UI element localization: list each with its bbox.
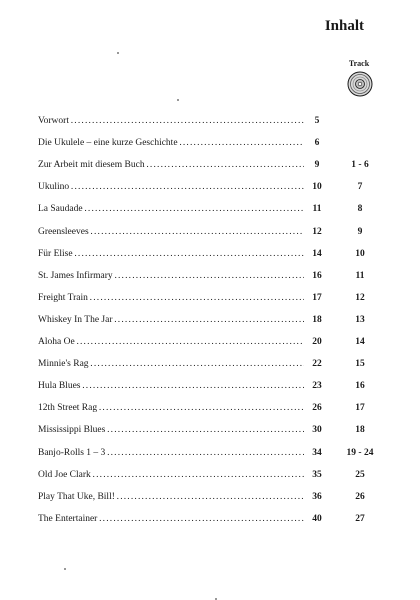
- toc-page-number: 9: [314, 160, 320, 171]
- toc-entry-title: Old Joe Clark . . .: [38, 467, 304, 483]
- toc-page-number: 16: [312, 270, 322, 281]
- toc-row: [0, 422, 420, 438]
- toc-track-number: 19 - 24: [346, 447, 374, 458]
- toc-track-number: 11: [355, 270, 365, 281]
- cd-icon: [347, 71, 373, 97]
- toc-row: [0, 312, 420, 328]
- toc-page-number: 20: [312, 337, 322, 347]
- toc-row: [0, 113, 420, 129]
- toc-entry-title: Die Ukulele – eine kurze Geschichte . . .: [38, 135, 304, 151]
- toc-page-number: 10: [312, 182, 322, 193]
- toc-track-number: 15: [355, 359, 365, 370]
- toc-track-number: 13: [355, 314, 365, 325]
- toc-track-number: 26: [355, 491, 365, 502]
- toc-track-number: 1 - 6: [351, 160, 369, 171]
- toc-page-number: 36: [312, 491, 322, 502]
- toc-entry-title: St. James Infirmary . . .: [38, 268, 304, 284]
- toc-entry-title: Zur Arbeit mit diesem Buch . . .: [38, 157, 304, 173]
- toc-row: [0, 467, 420, 483]
- toc-page-number: 35: [312, 469, 322, 480]
- toc-page-number: 26: [312, 403, 322, 414]
- toc-track-number: 17: [355, 403, 365, 414]
- toc-page-number: 23: [312, 381, 322, 392]
- toc-page-number: 40: [312, 513, 322, 524]
- toc-row: [0, 201, 420, 217]
- toc-row: [0, 135, 420, 151]
- toc-track-number: 16: [355, 381, 365, 392]
- toc-row: [0, 400, 420, 416]
- toc-entry-title: 12th Street Rag . . .: [38, 400, 304, 416]
- toc-entry-title: Für Elise . . .: [38, 246, 304, 262]
- toc-track-number: 18: [355, 425, 365, 436]
- toc-track-number: 14: [355, 337, 365, 347]
- toc-entry-title: Whiskey In The Jar . . .: [38, 312, 304, 328]
- toc-page-number: 14: [312, 248, 322, 259]
- toc-entry-title: Aloha Oe . . .: [38, 334, 304, 350]
- toc-track-number: 7: [357, 182, 363, 193]
- toc-page-number: 11: [312, 204, 322, 215]
- toc-entry-title: Vorwort . . .: [38, 113, 304, 129]
- toc-entry-title: Minnie's Rag . . .: [38, 356, 304, 372]
- toc-entry-title: Banjo-Rolls 1 – 3 . . .: [38, 445, 304, 461]
- toc-row: [0, 511, 420, 527]
- scan-speck: [177, 99, 179, 101]
- toc-track-number: 10: [355, 248, 365, 259]
- toc-row: [0, 268, 420, 284]
- toc-row: [0, 489, 420, 505]
- toc-page-number: 34: [312, 447, 322, 458]
- toc-row: [0, 290, 420, 306]
- toc-entry-title: Mississippi Blues . . .: [38, 422, 304, 438]
- scan-speck: [117, 52, 119, 54]
- toc-entry-title: The Entertainer . . .: [38, 511, 304, 527]
- toc-track-number: 9: [357, 226, 363, 237]
- track-column-header: Track: [348, 59, 370, 68]
- toc-entry-title: Greensleeves . . .: [38, 224, 304, 240]
- toc-page-number: 18: [312, 314, 322, 325]
- toc-page-number: 5: [314, 116, 320, 126]
- toc-page-number: 22: [312, 359, 322, 370]
- toc-track-number: 25: [355, 469, 365, 480]
- toc-row: [0, 157, 420, 173]
- toc-row: [0, 445, 420, 461]
- toc-page-number: 12: [312, 226, 322, 237]
- toc-page-number: 17: [312, 292, 322, 303]
- toc-entry-title: La Saudade . . .: [38, 201, 304, 217]
- toc-row: [0, 356, 420, 372]
- toc-entry-title: Ukulino . . .: [38, 179, 304, 195]
- toc-entry-title: Hula Blues . . .: [38, 378, 304, 394]
- toc-track-number: 12: [355, 292, 365, 303]
- toc-row: [0, 378, 420, 394]
- toc-row: [0, 334, 420, 350]
- toc-track-number: 27: [355, 513, 365, 524]
- toc-row: [0, 224, 420, 240]
- toc-page-number: 6: [314, 138, 320, 149]
- scan-speck: [64, 568, 66, 570]
- toc-row: [0, 179, 420, 195]
- toc-entry-title: Freight Train . . .: [38, 290, 304, 306]
- toc-row: [0, 246, 420, 262]
- toc-track-number: 8: [357, 204, 363, 215]
- page-title: Inhalt: [324, 18, 364, 34]
- toc-page-number: 30: [312, 425, 322, 436]
- toc-entry-title: Play That Uke, Bill! . . .: [38, 489, 304, 505]
